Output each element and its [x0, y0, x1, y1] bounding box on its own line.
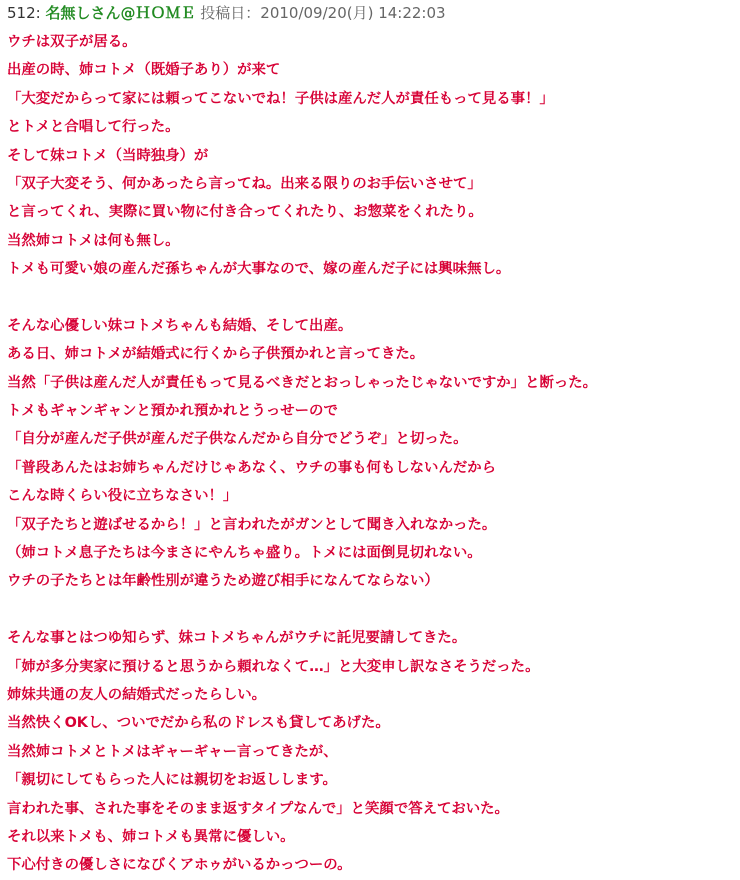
body-line: そんな心優しい妹コトメちゃんも結婚、そして出産。 — [7, 317, 353, 334]
body-line: 「自分が産んだ子供が産んだ子供なんだから自分でどうぞ」と切った。 — [7, 431, 468, 448]
body-line: 当然快くOKし、ついでだから私のドレスも貸してあげた。 — [7, 715, 390, 732]
body-line: そんな事とはつゆ知らず、妹コトメちゃんがウチに託児要請してきた。 — [7, 630, 467, 647]
post — [7, 2, 735, 880]
body-line: 下心付きの優しさになびくアホゥがいるかっつーの。 — [7, 857, 352, 874]
body-line: 当然姉コトメとトメはギャーギャー言ってきたが、 — [7, 743, 338, 760]
body-line: 「双子大変そう、何かあったら言ってね。出来る限りのお手伝いさせて」 — [7, 175, 482, 192]
blank-line — [7, 596, 735, 624]
body-line: 「普段あんたはお姉ちゃんだけじゃあなく、ウチの事も何もしないんだから — [7, 459, 496, 476]
body-line: そして妹コトメ（当時独身）が — [7, 147, 209, 164]
body-line: ウチの子たちとは年齢性別が違うため遊び相手になんてならない） — [7, 573, 439, 590]
body-line: 「親切にしてもらった人には親切をお返しします。 — [7, 772, 337, 789]
body-line: トメも可愛い娘の産んだ孫ちゃんが大事なので、嫁の産んだ子には興味無し。 — [7, 261, 511, 278]
body-line: 当然姉コトメは何も無し。 — [7, 232, 180, 249]
post-body — [7, 28, 735, 880]
body-line: それ以来トメも、姉コトメも異常に優しい。 — [7, 828, 295, 845]
post-date-label: 投稿日： — [200, 4, 261, 22]
blank-line — [7, 284, 735, 312]
body-line: 「大変だからって家には頼ってこないでね！子供は産んだ人が責任もって見る事！」 — [7, 90, 554, 107]
body-line: 「姉が多分実家に預けると思うから頼れなくて…」と大変申し訳なさそうだった。 — [7, 658, 540, 675]
post-date: 2010/09/20(月) 14:22:03 — [260, 4, 446, 22]
body-line: （姉コトメ息子たちは今まさにやんちゃ盛り。トメには面倒見切れない。 — [7, 545, 482, 562]
body-line: 言われた事、された事をそのまま返すタイプなんで」と笑顔で答えておいた。 — [7, 800, 509, 817]
body-line: と言ってくれ、実際に買い物に付き合ってくれたり、お惣菜をくれたり。 — [7, 204, 483, 221]
body-line: こんな時くらい役に立ちなさい！」 — [7, 488, 238, 505]
post-header — [7, 2, 735, 24]
body-line: 出産の時、姉コトメ（既婚子あり）が来て — [7, 62, 281, 79]
post-author: 名無しさん@ＨＯＭＥ — [45, 4, 196, 22]
body-line: とトメと合唱して行った。 — [7, 119, 180, 136]
body-line: 姉妹共通の友人の結婚式だったらしい。 — [7, 686, 267, 703]
body-line: 当然「子供は産んだ人が責任もって見るべきだとおっしゃったじゃないですか」と断った。 — [7, 374, 598, 391]
body-line: ウチは双子が居る。 — [7, 34, 137, 50]
post-number: 512: — [7, 4, 41, 22]
body-line: 「双子たちと遊ばせるから！」と言われたがガンとして聞き入れなかった。 — [7, 516, 497, 533]
body-line: トメもギャンギャンと預かれ預かれとうっせーので — [7, 403, 338, 420]
body-line: ある日、姉コトメが結婚式に行くから子供預かれと言ってきた。 — [7, 346, 425, 363]
